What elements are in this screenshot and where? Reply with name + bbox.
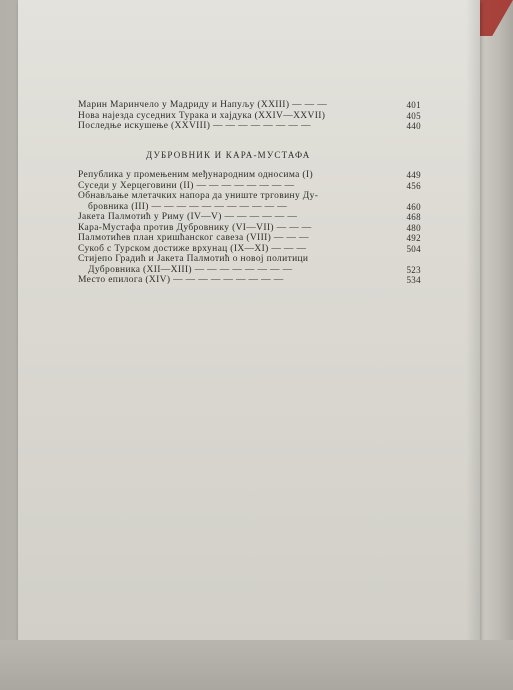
toc-entry-title: Обнављање млетачких напора да униште трговину Ду- bbox=[78, 191, 319, 201]
toc-entry-title: Палмотићев план хришћанског савеза (VIII) — — — bbox=[78, 233, 309, 243]
toc-group-1 bbox=[78, 100, 421, 132]
toc-entry-title: бровника (III) — — — — — — — — — — — bbox=[88, 201, 288, 212]
toc-entry-page: 468 bbox=[406, 212, 421, 222]
page-stack-edge bbox=[478, 0, 513, 640]
toc-entry-title: Место епилога (XIV) — — — — — — — — — bbox=[78, 275, 284, 285]
toc-entry bbox=[78, 212, 421, 223]
toc-entry bbox=[78, 110, 421, 122]
table-surface bbox=[0, 640, 513, 690]
toc-entry-page: 440 bbox=[406, 121, 421, 131]
toc-entry bbox=[78, 100, 421, 111]
toc-entry-title: Кара-Мустафа против Дубровнику (VI—VII) — — — bbox=[78, 222, 312, 233]
toc-entry bbox=[78, 275, 421, 286]
toc-entry-page: 492 bbox=[406, 233, 421, 243]
toc-entry-page: 523 bbox=[406, 264, 421, 275]
toc-entry-page: 456 bbox=[406, 180, 421, 191]
book-page bbox=[18, 0, 480, 670]
toc-entry-title: Марин Маринчело у Мадриду и Напуљу (XXIII) — — — bbox=[78, 100, 328, 110]
toc-entry-title: Стијепо Градић и Јакета Палмотић о новој политици bbox=[78, 254, 309, 264]
toc-entry-page: 534 bbox=[406, 275, 421, 285]
toc-entry-title: Нова најезда суседних Турака и хајдука (XXIV—XXVII) bbox=[78, 110, 326, 121]
toc-entry bbox=[78, 201, 421, 213]
toc-entry-title: Јакета Палмотић у Риму (IV—V) — — — — — — bbox=[78, 212, 298, 222]
toc-entry-page: 460 bbox=[406, 201, 421, 212]
toc-entry-page: 401 bbox=[406, 100, 421, 110]
toc-entry bbox=[78, 170, 421, 181]
toc-entry bbox=[78, 191, 416, 202]
toc-entry bbox=[78, 254, 416, 265]
toc-entry-title: Суседи у Херцеговини (II) — — — — — — — — bbox=[78, 180, 295, 191]
toc-entry bbox=[78, 233, 421, 244]
toc-entry-page: 405 bbox=[406, 110, 421, 121]
toc-entry bbox=[78, 243, 421, 255]
toc-entry-title: Сукоб с Турском достиже врхунац (IX—XI) — — — bbox=[78, 243, 307, 254]
toc-entry-page: 504 bbox=[406, 243, 421, 254]
toc-entry-page: 449 bbox=[406, 170, 421, 180]
toc-entry bbox=[78, 222, 421, 234]
toc-entry-title: Последње искушење (XXVIII) — — — — — — — — bbox=[78, 121, 311, 131]
toc-entry-page: 480 bbox=[406, 222, 421, 233]
toc-entry bbox=[78, 264, 421, 276]
toc-entry bbox=[78, 180, 421, 192]
toc-entry bbox=[78, 121, 421, 132]
toc-entry-title: Дубровника (XII—XIII) — — — — — — — — bbox=[88, 264, 293, 275]
section-heading: ДУБРОВНИК И КАРА-МУСТАФА bbox=[146, 150, 311, 160]
toc-entry-title: Република у промењеним међународним односима (I) bbox=[78, 170, 313, 180]
toc-group-2 bbox=[78, 170, 421, 286]
